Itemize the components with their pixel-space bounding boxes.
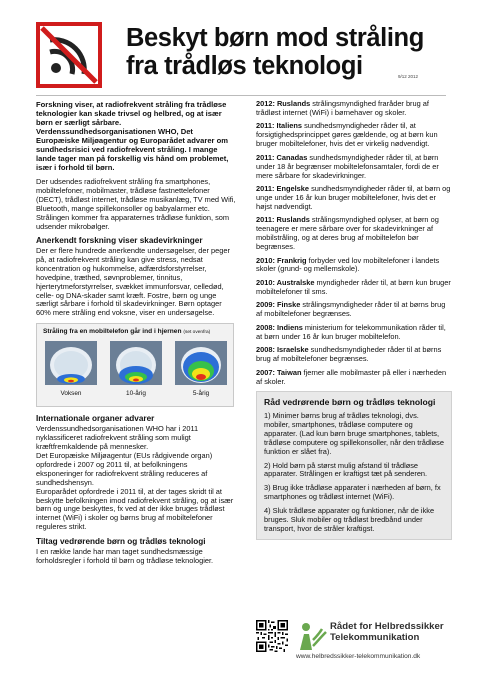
organization-name-line-2: Telekommunikation xyxy=(330,632,420,643)
lead-paragraph: Forskning viser, at radiofrekvent stråling fra trådløse teknologier kan skade trivsel og helbred, og at især børn er særligt sårbare. Verdenssundhedsorganisationen WHO, Det Europæiske Miljøagentur og Europarådet advarer om sundhedsrisici ved radiofrekvent stråling. I mange lande tager man på forskellig vis hånd om problemet, især i forhold til børn. xyxy=(36,100,229,172)
item-text: fjerner alle mobilmaster på eller i nærheden af skoler. xyxy=(256,367,447,386)
paragraph-research: Der er flere hundrede anerkendte undersøgelser, der peger på, at radiofrekvent stråling kan give stress, nedsat koncentration og hukommelse, adfærdsforstyrrelser, hovedpine, træthed, søvnproblemer, tinnitus, hjerterytmeforstyrrelser, svækket immunforsvar, celledød, celle- og DNA-skader samt kræft. Fostre, børn og unge særligt sårbare i forhold til skadevirkninger. Børn optager 60% mere stråling end voksne, viser en undersøgelse. xyxy=(36,246,230,318)
list-item xyxy=(256,324,452,342)
ten-year-head-scan xyxy=(110,341,162,385)
list-item xyxy=(256,346,452,364)
label-ten-year: 10-årig xyxy=(126,390,146,398)
item-text: ministerium for telekommunikation råder til, at børn under 16 år kun bruger mobiltelefon. xyxy=(256,322,446,341)
item-country: 2008: Israelske xyxy=(256,345,309,355)
item-text: sundhedsmyndigheder råder til, at børn under 18 år begrænser mobiltelefonsamtaler, fordi de er mere sårbare for skadevirkninger. xyxy=(256,152,439,180)
list-item xyxy=(256,154,452,181)
item-text: strålingsmyndigheder råder til at børns brug af mobiltelefoner begrænses. xyxy=(256,300,446,319)
list-item xyxy=(256,100,452,118)
page-title xyxy=(126,24,456,80)
advice-item: 4) Sluk trådløse apparater og funktioner, når de ikke bruges. Sluk mobiler og trådløst bredbånd under transport, hvor de stråler kraftigst. xyxy=(264,506,435,533)
title-line-1: Beskyt børn mod stråling xyxy=(126,24,424,52)
paragraph-initiatives: I en række lande har man taget sundhedsmæssige forholdsregler i forhold til børn og trådløse teknologier. xyxy=(36,546,214,565)
paragraph-eea: Det Europæiske Miljøagentur (EUs rådgivende organ) opfordrede i 2007 og 2011 til, at befolkningens eksponeringer for radiofrekvent stråling reduceres af sundhedshensyn. xyxy=(36,451,213,487)
list-item xyxy=(256,369,452,387)
list-item xyxy=(256,301,452,319)
organization-logo xyxy=(296,620,328,652)
organization-url[interactable]: www.helbredssikker-telekommunikation.dk xyxy=(296,653,421,660)
five-year-head-scan xyxy=(175,341,227,385)
item-country: 2011: Canadas xyxy=(256,152,308,162)
heading-international: Internationale organer advarer xyxy=(36,414,155,424)
figure-subtitle: (set ovenfra) xyxy=(183,330,211,336)
item-country: 2010: Frankrig xyxy=(256,255,307,265)
item-country: 2012: Ruslands xyxy=(256,99,311,108)
item-text: sundhedsmyndigheder råder til at børns brug af mobiltelefoner begrænses. xyxy=(256,345,442,364)
item-text: forbyder ved lov mobiltelefoner i landets skoler (grund- og mellemskole). xyxy=(256,255,440,274)
label-adult: Voksen xyxy=(60,390,82,398)
advice-item: 1) Minimer børns brug af trådløs teknologi, dvs. mobiler, smartphones, trådløse computere og apparater. (Lad kun børn bruge smartphones, tablets, trådløse computere og spillekonsoller, når den trådløse funktion er slået fra). xyxy=(264,411,444,456)
item-country: 2007: Taiwan xyxy=(256,367,302,377)
qr-code xyxy=(256,620,288,652)
item-country: 2011: Engelske xyxy=(256,184,310,194)
list-item xyxy=(256,279,452,297)
item-text: strålingsmyndighed oplyser, at børn og teenagere er mere sårbare over for skadevirkninger af mobilstråling, og at deres brug af mobiltelefon bør begrænses. xyxy=(256,215,439,252)
item-text: strålingsmyndighed fraråder brug af trådløst internet (WiFi) i børnehaver og skoler. xyxy=(256,99,429,117)
item-country: 2011: Ruslands xyxy=(256,215,310,225)
item-country: 2011: Italiens xyxy=(256,121,303,131)
item-country: 2010: Australske xyxy=(256,277,315,287)
paragraph-sources: Der udsendes radiofrekvent stråling fra smartphones, mobiltelefoner, mobilmaster, trådløse fastnettelefoner (DECT), trådløst internet, trådløse musikanlæg, TV med Wifi, Bluetooth, mange spillekonsoller og babyalarmer etc. Strålingen kommer fra apparaternes trådløse funktion, som udsender mikrobølger. xyxy=(36,177,236,231)
heading-research: Anerkendt forskning viser skadevirkninger xyxy=(36,236,203,246)
right-column xyxy=(256,100,452,540)
advice-item: 2) Hold børn på størst mulig afstand til trådløse apparater. Strålingen er kraftigst tæt på senderen. xyxy=(264,460,428,479)
item-country: 2008: Indiens xyxy=(256,322,303,332)
paragraph-council: Europarådet opfordrede i 2011 til, at der tages skridt til at beskytte befolkningen imod radiofrekvent stråling, og at især børn og unge beskyttes, fx ved at der ikke bruges trådløst internet (WiFi) i skoler og børns brug af mobiltelefoner reguleres strikt. xyxy=(36,486,234,532)
no-wireless-icon xyxy=(36,22,102,88)
item-text: sundhedsmyndigheder råder til, at børn og unge under 16 år kun bruger mobiltelefoner, hvis det er højst nødvendigt. xyxy=(256,184,451,211)
brain-radiation-figure xyxy=(36,323,234,407)
header-divider xyxy=(36,95,446,96)
list-item xyxy=(256,185,452,212)
date: 9/12 2012 xyxy=(398,74,419,79)
paragraph-who: Verdenssundhedsorganisationen WHO har i 2011 nyklassificeret radiofrekvent stråling som muligt kræftfremkaldende på mennesker. xyxy=(36,424,199,452)
item-country: 2009: Finske xyxy=(256,300,301,310)
advice-box xyxy=(256,391,452,540)
figure-title xyxy=(43,328,210,338)
adult-head-scan xyxy=(45,341,97,385)
title-line-2: fra trådløs teknologi xyxy=(126,52,363,80)
label-five-year: 5-årig xyxy=(192,390,210,398)
list-item xyxy=(256,257,452,275)
figure-title-text: Stråling fra en mobiltelefon går ind i hjernen xyxy=(43,328,182,336)
list-item xyxy=(256,216,452,252)
list-item xyxy=(256,122,452,149)
organization-name xyxy=(330,621,444,643)
advice-title: Råd vedrørende børn og trådløs teknologi xyxy=(264,397,436,407)
advice-item: 3) Brug ikke trådløse apparater i nærheden af børn, fx smartphones og trådløst internet (WiFi). xyxy=(264,483,441,502)
item-text: myndigheder råder til, at børn kun bruger mobiltelefoner til sms. xyxy=(256,277,451,296)
organization-name-line-1: Rådet for Helbredssikker xyxy=(330,621,444,632)
heading-initiatives: Tiltag vedrørende børn og trådløs teknologi xyxy=(36,536,206,546)
left-column xyxy=(36,100,236,570)
item-text: sundhedsmyndigheder råder til, at forsigtighedsprincippet gøres gældende, og at børn kun bruger mobiltelefoner, hvis det er virkelig nødvendigt. xyxy=(256,121,438,149)
